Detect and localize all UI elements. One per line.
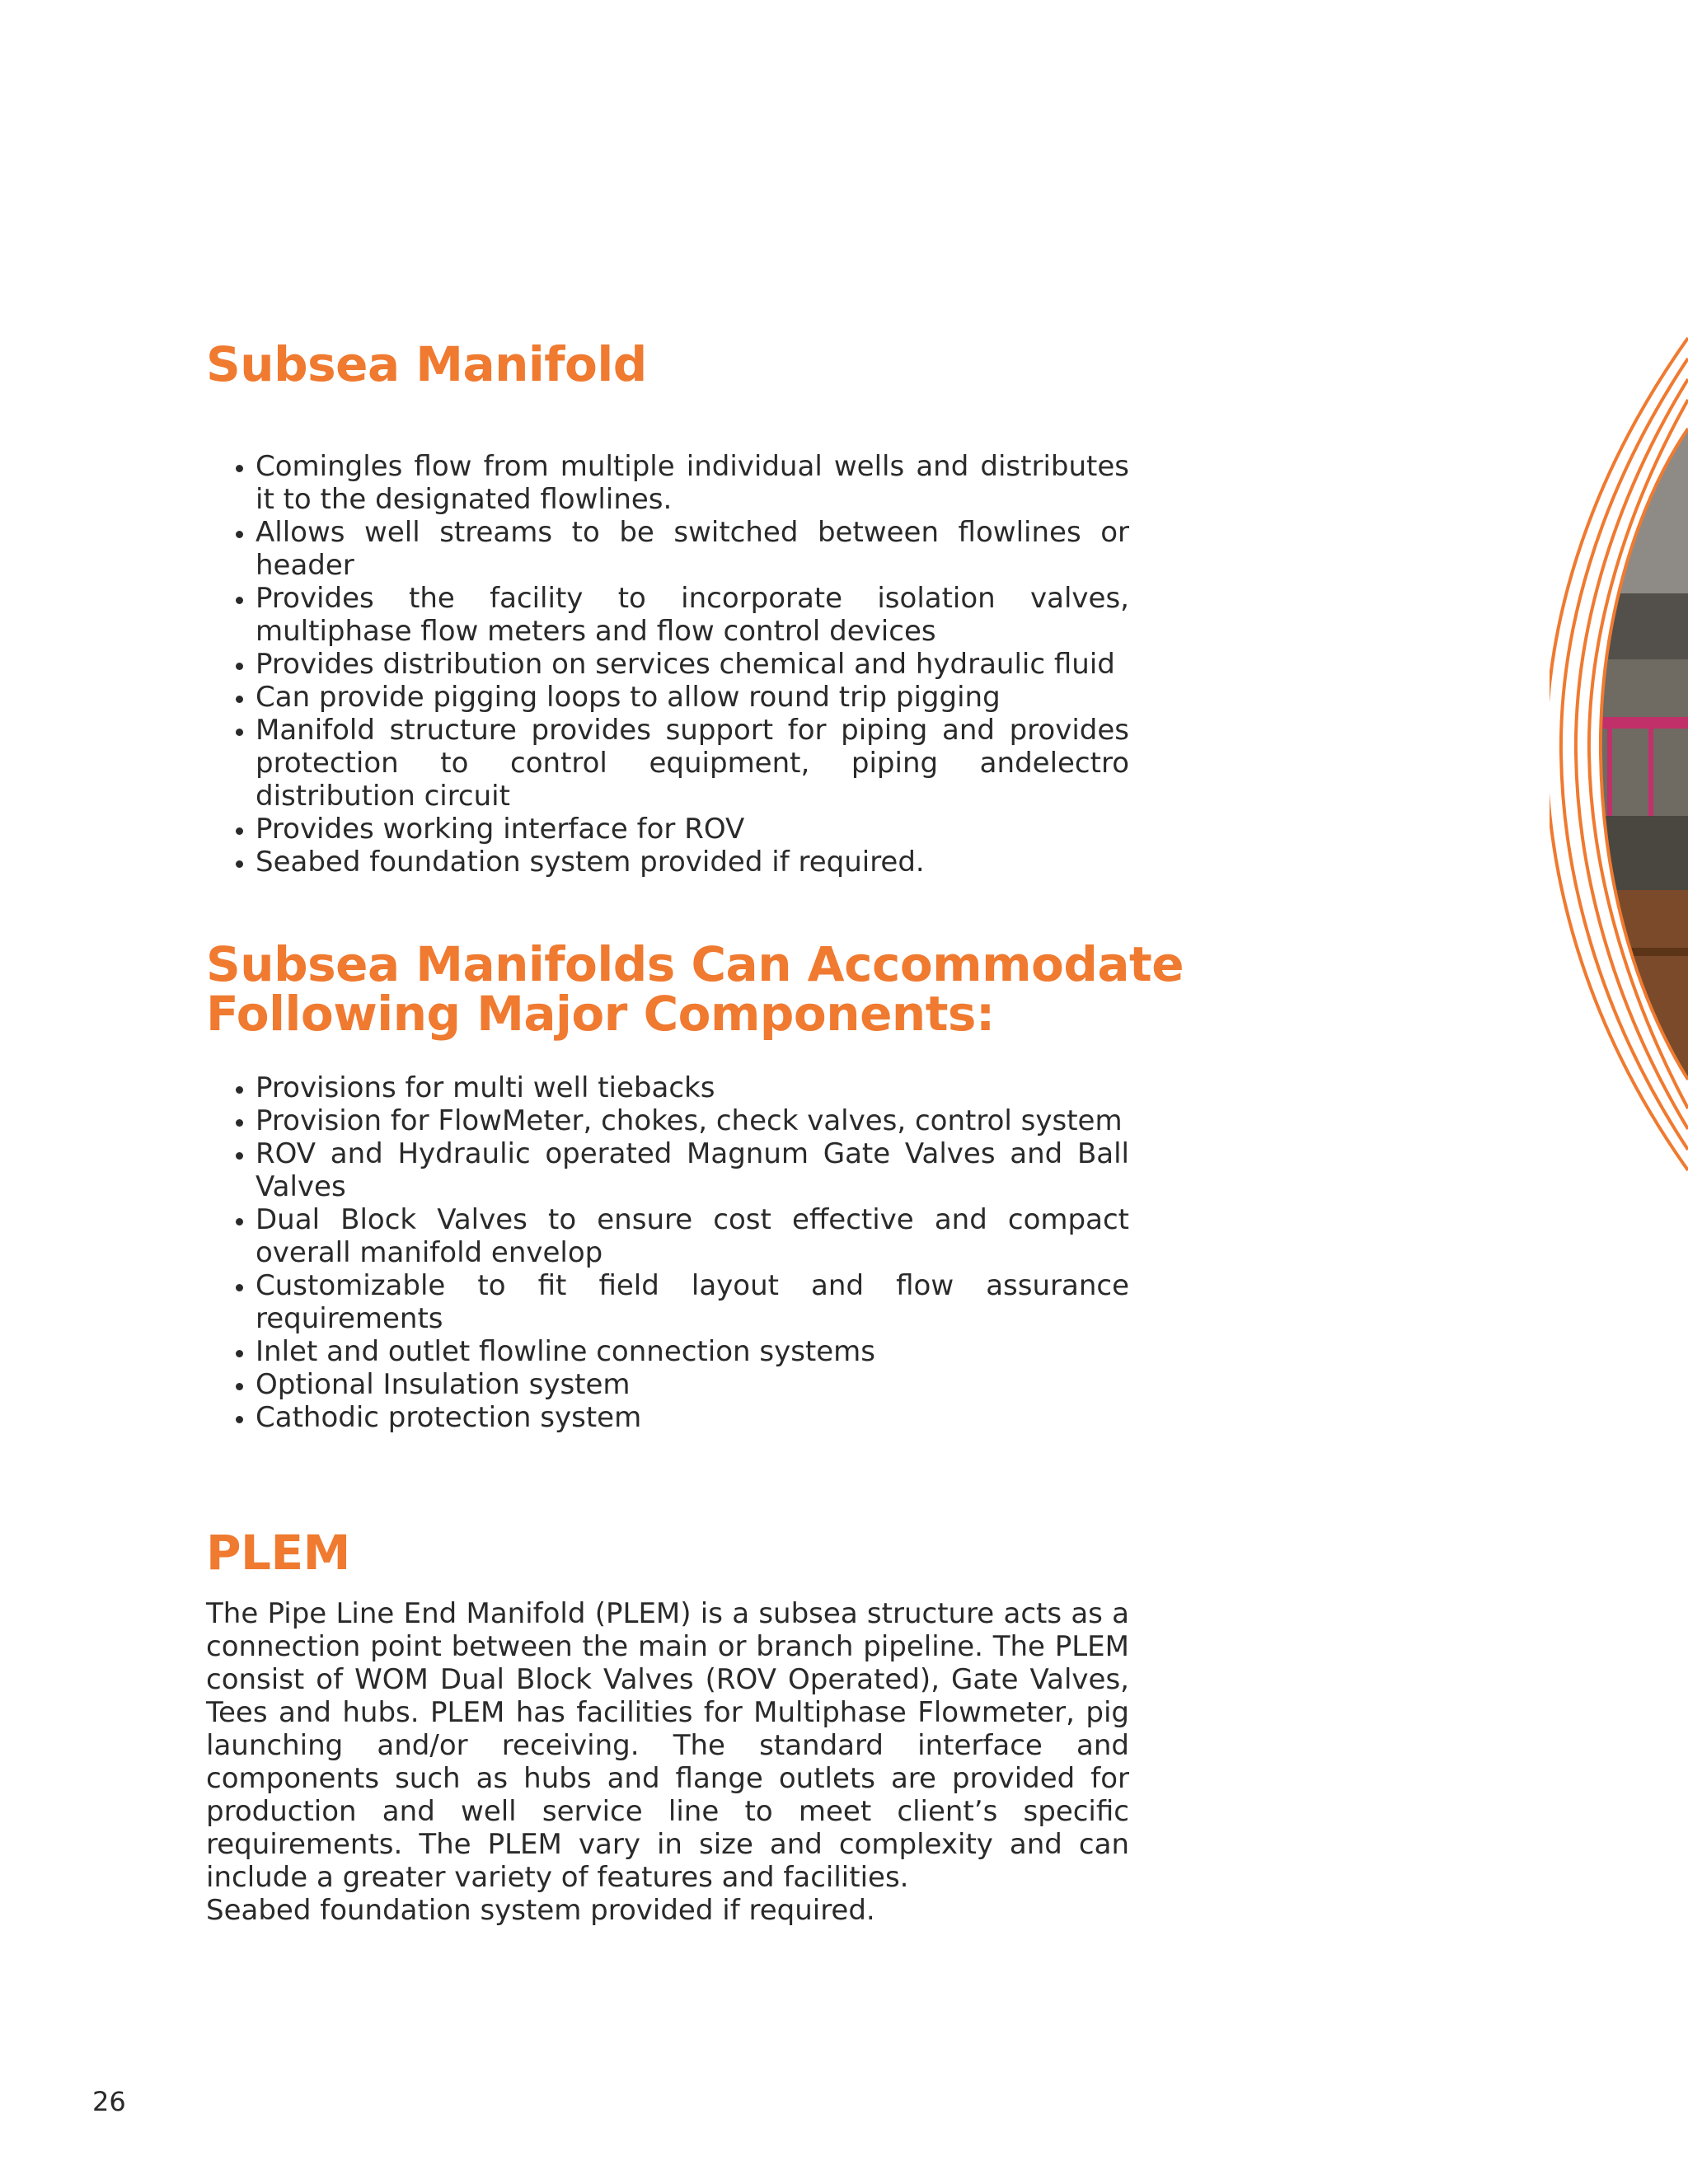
page-number: 26: [92, 2086, 126, 2117]
list-item: Comingles flow from multiple individual wells and distributes it to the designated flowlines.: [206, 450, 1129, 516]
list-item: Customizable to fit field layout and flow assurance requirements: [206, 1269, 1129, 1335]
list-item: Provisions for multi well tiebacks: [206, 1071, 1129, 1104]
manifold-bullet-list: [206, 450, 1129, 879]
section-title-subsea-manifold: Subsea Manifold: [206, 336, 647, 392]
list-item: Optional Insulation system: [206, 1368, 1129, 1401]
list-item: Provides distribution on services chemical and hydraulic fluid: [206, 648, 1129, 681]
list-item: Provides the facility to incorporate isolation valves, multiphase flow meters and flow control devices: [206, 582, 1129, 648]
list-item: Allows well streams to be switched between flowlines or header: [206, 516, 1129, 582]
title-line: Subsea Manifolds Can Accommodate: [206, 936, 1184, 992]
section-title-plem: PLEM: [206, 1525, 350, 1581]
list-item: Manifold structure provides support for piping and provides protection to control equipment, piping andelectro distribution circuit: [206, 714, 1129, 813]
title-line: Following Major Components:: [206, 986, 995, 1042]
components-bullet-list: [206, 1071, 1129, 1434]
manifold-photo-decoration: [1550, 321, 1688, 1187]
list-item: Provision for FlowMeter, chokes, check valves, control system: [206, 1104, 1129, 1137]
list-item: ROV and Hydraulic operated Magnum Gate Valves and Ball Valves: [206, 1137, 1129, 1203]
plem-description: The Pipe Line End Manifold (PLEM) is a subsea structure acts as a connection point between the main or branch pipeline. The PLEM consist of WOM Dual Block Valves (ROV Operated), Gate Valves, Tees and hubs. PLEM has facilities for Multiphase Flowmeter, pig launching and/or receiving. The standard interface and components such as hubs and flange outlets are provided for production and well service line to meet client’s specific requirements. The PLEM vary in size and complexity and can include a greater variety of features and facilities.: [206, 1597, 1129, 1894]
list-item: Cathodic protection system: [206, 1401, 1129, 1434]
list-item: Dual Block Valves to ensure cost effective and compact overall manifold envelop: [206, 1203, 1129, 1269]
section-title-major-components: [206, 936, 1184, 1042]
list-item: Can provide pigging loops to allow round trip pigging: [206, 681, 1129, 714]
list-item: Seabed foundation system provided if required.: [206, 846, 1129, 879]
plem-foundation-note: Seabed foundation system provided if required.: [206, 1894, 875, 1927]
list-item: Provides working interface for ROV: [206, 813, 1129, 846]
list-item: Inlet and outlet flowline connection systems: [206, 1335, 1129, 1368]
